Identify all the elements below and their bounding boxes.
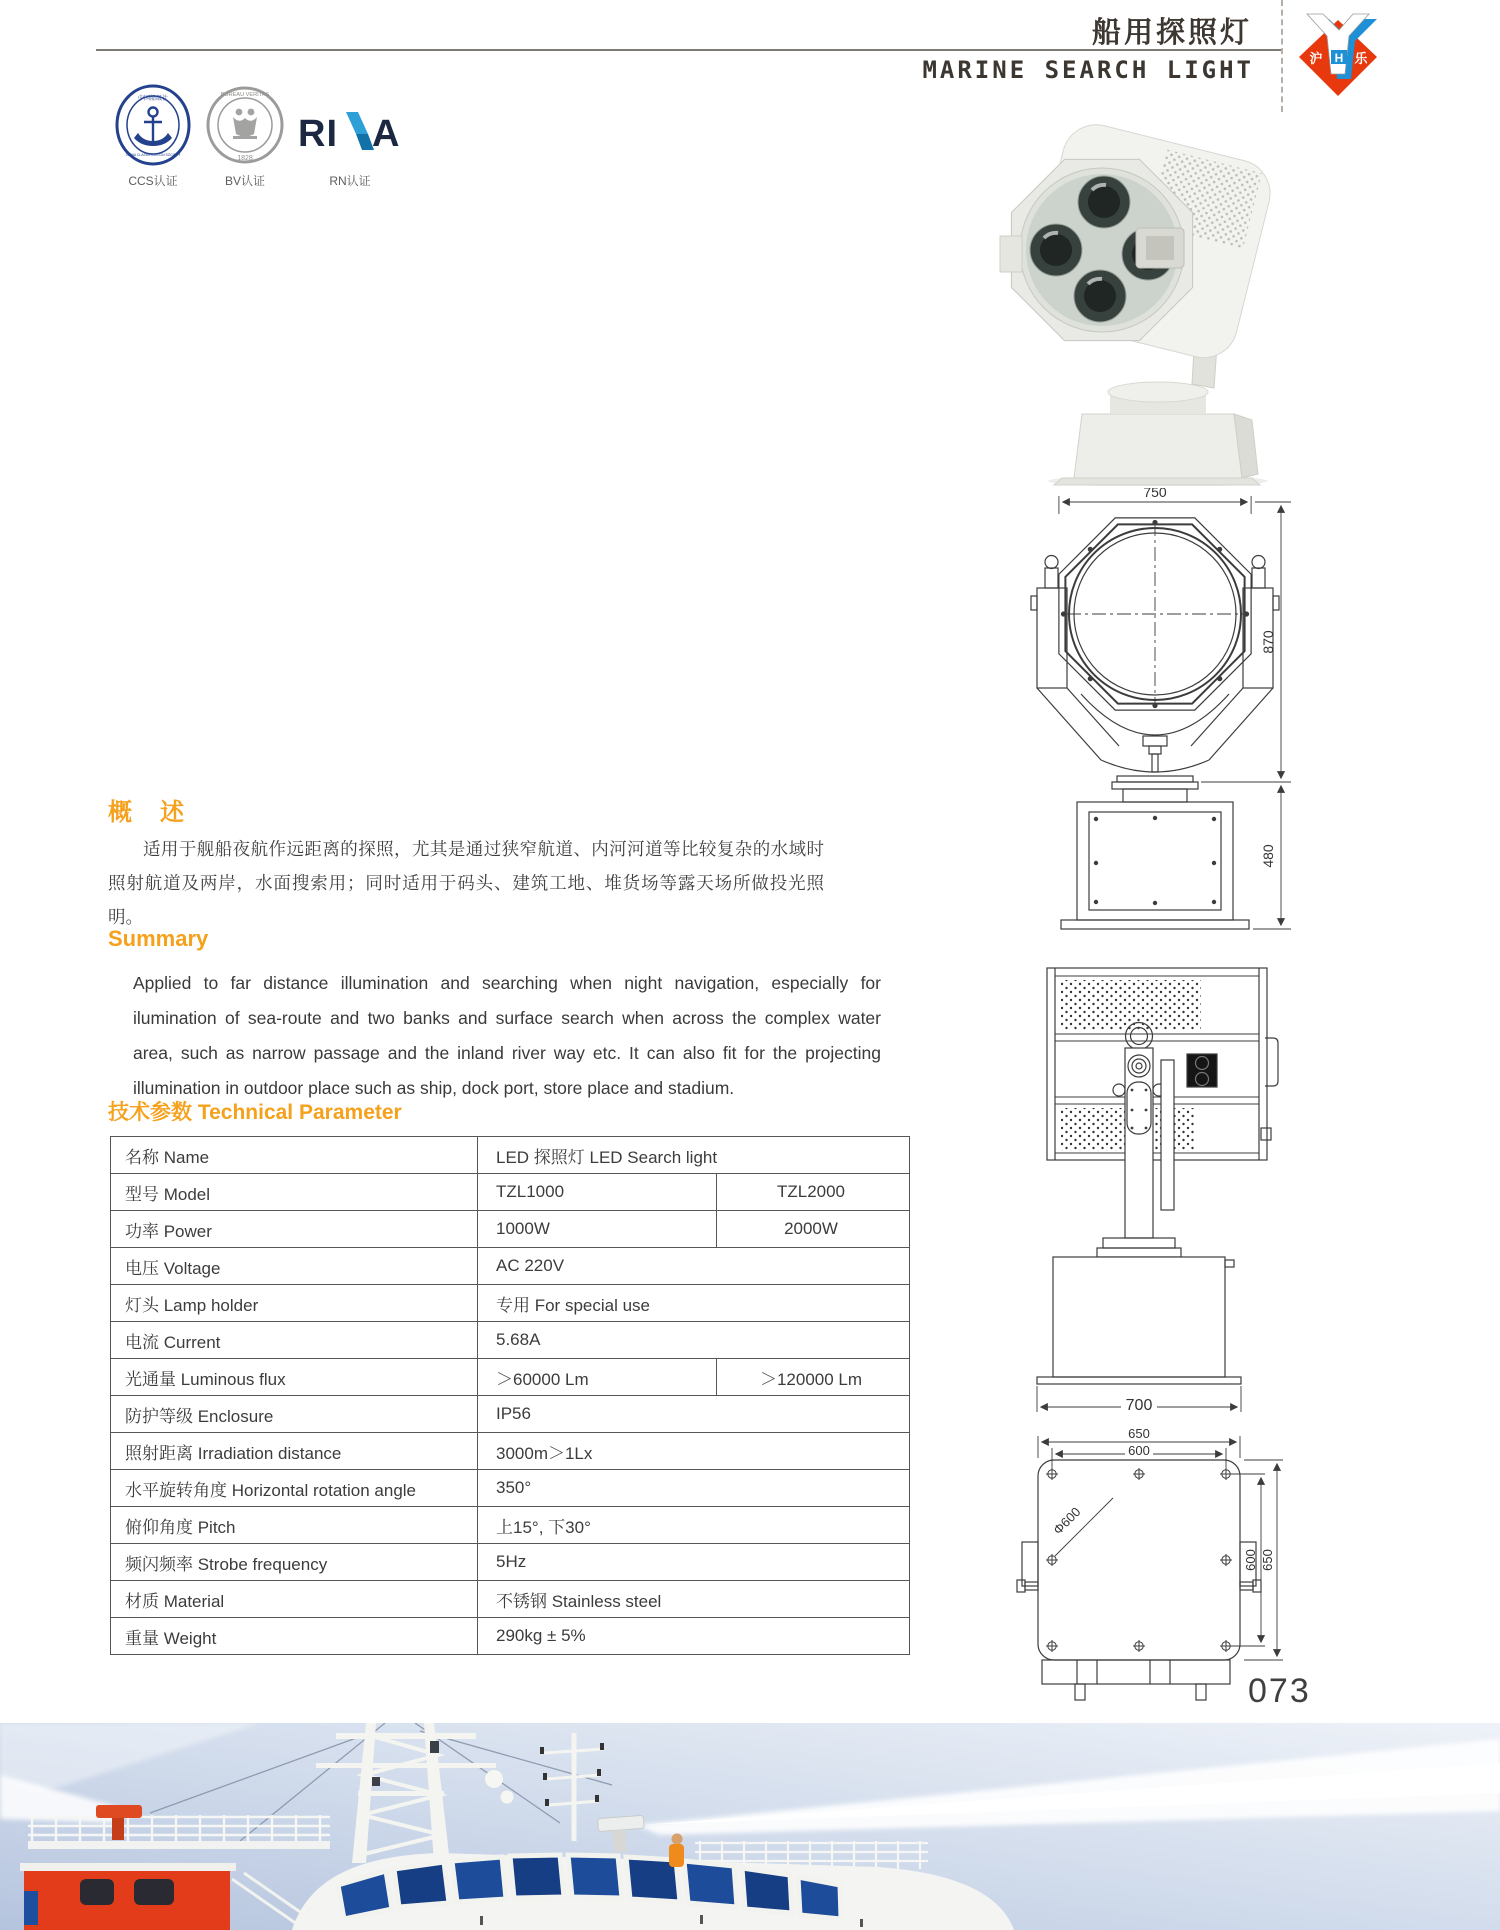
- dimension-label-650-top: 650: [1128, 1428, 1150, 1441]
- parameter-value: 上15°, 下30°: [478, 1507, 910, 1544]
- dimension-label-700: 700: [1125, 1397, 1153, 1414]
- rina-n-upper: [346, 112, 368, 134]
- parameter-row: [111, 1581, 910, 1618]
- parameter-label: 电压 Voltage: [111, 1248, 478, 1285]
- parameter-value: TZL1000: [478, 1174, 717, 1211]
- parameter-label: 灯头 Lamp holder: [111, 1285, 478, 1322]
- parameter-value: 350°: [478, 1470, 910, 1507]
- dimension-label-650-side: 650: [1260, 1549, 1275, 1571]
- parameter-label: 电流 Current: [111, 1322, 478, 1359]
- parameter-label: 材质 Material: [111, 1581, 478, 1618]
- parameter-row: [111, 1285, 910, 1322]
- parameter-row: [111, 1507, 910, 1544]
- parameter-value: 2000W: [717, 1211, 910, 1248]
- parameter-value: ＞60000 Lm: [478, 1359, 717, 1396]
- bv-year: 1828: [237, 155, 253, 162]
- ship-photo: [0, 1723, 1500, 1930]
- product-photo: [990, 88, 1305, 486]
- logo-left-char: 沪: [1309, 51, 1323, 66]
- bv-ring-top: BUREAU VERITAS: [220, 92, 270, 98]
- parameter-row: [111, 1618, 910, 1655]
- parameter-row: [111, 1433, 910, 1470]
- rina-a: A: [372, 113, 400, 155]
- overview-heading: 概 述: [108, 799, 186, 826]
- parameter-row: [111, 1211, 910, 1248]
- parameter-row: [111, 1359, 910, 1396]
- parameter-row: [111, 1544, 910, 1581]
- parameter-value: 1000W: [478, 1211, 717, 1248]
- bv-cert-label: BV认证: [224, 174, 266, 188]
- dimension-label-750: 750: [1143, 488, 1167, 500]
- parameter-value: 5Hz: [478, 1544, 910, 1581]
- parameter-value: IP56: [478, 1396, 910, 1433]
- rear-view-drawing: [1015, 942, 1320, 1425]
- parameter-row: [111, 1322, 910, 1359]
- dimension-label-480: 480: [1260, 844, 1276, 868]
- parameter-value: 专用 For special use: [478, 1285, 910, 1322]
- parameter-value: AC 220V: [478, 1248, 910, 1285]
- red-deckhouse: [20, 1863, 236, 1930]
- ccs-ring-bottom: CHINA CLASSIFICATION SOCIETY: [125, 153, 181, 157]
- ccs-cert-label: CCS认证: [128, 174, 178, 188]
- parameter-label: 防护等级 Enclosure: [111, 1396, 478, 1433]
- brand-logo-icon: [1293, 6, 1383, 98]
- parameter-value: TZL2000: [717, 1174, 910, 1211]
- parameter-value: 3000m＞1Lx: [478, 1433, 910, 1470]
- ccs-ring-top: 中国船级社: [137, 96, 169, 102]
- parameter-value: 不锈钢 Stainless steel: [478, 1581, 910, 1618]
- dimension-label-600-top: 600: [1128, 1443, 1150, 1458]
- parameter-label: 重量 Weight: [111, 1618, 478, 1655]
- ccs-logo-icon: [114, 84, 192, 166]
- page-title-en: MARINE SEARCH LIGHT: [922, 56, 1254, 84]
- logo-right-char: 乐: [1354, 51, 1368, 66]
- rina-cert-label: RN认证: [329, 174, 371, 188]
- header-rule: [96, 49, 1281, 51]
- overview-body: 适用于舰船夜航作远距离的探照，尤其是通过狭窄航道、内河河道等比较复杂的水域时照射航道及两岸，水面搜索用；同时适用于码头、建筑工地、堆货场等露天场所做投光照明。: [108, 839, 824, 927]
- parameter-value: LED 探照灯 LED Search light: [478, 1137, 910, 1174]
- rina-logo-icon: [298, 106, 404, 156]
- tech-parameter-table: [110, 1136, 910, 1655]
- parameter-label: 名称 Name: [111, 1137, 478, 1174]
- dimension-label-d600: Φ600: [1050, 1504, 1084, 1538]
- parameter-row: [111, 1174, 910, 1211]
- parameter-label: 频闪频率 Strobe frequency: [111, 1544, 478, 1581]
- parameter-label: 型号 Model: [111, 1174, 478, 1211]
- parameter-row: [111, 1470, 910, 1507]
- front-view-drawing: [1015, 488, 1320, 938]
- parameter-label: 照射距离 Irradiation distance: [111, 1433, 478, 1470]
- dimension-label-870: 870: [1260, 630, 1276, 654]
- summary-heading: Summary: [108, 926, 209, 951]
- parameter-value: 5.68A: [478, 1322, 910, 1359]
- parameter-label: 光通量 Luminous flux: [111, 1359, 478, 1396]
- parameter-value: ＞120000 Lm: [717, 1359, 910, 1396]
- logo-center-char: H: [1334, 51, 1344, 65]
- parameter-label: 俯仰角度 Pitch: [111, 1507, 478, 1544]
- dimension-label-600-side: 600: [1243, 1549, 1258, 1571]
- page-title-cn: 船用探照灯: [1091, 17, 1252, 49]
- page-number: 073: [1248, 1672, 1311, 1710]
- tech-parameter-heading: 技术参数 Technical Parameter: [108, 1101, 402, 1124]
- rina-ri: RI: [298, 113, 338, 155]
- parameter-row: [111, 1396, 910, 1433]
- parameter-value: 290kg ± 5%: [478, 1618, 910, 1655]
- parameter-label: 水平旋转角度 Horizontal rotation angle: [111, 1470, 478, 1507]
- parameter-row: [111, 1248, 910, 1285]
- summary-body: Applied to far distance illumination and searching when night navigation, especially for ilumination of sea-route and two banks and surface search when across the complex water area, such as narrow passage and the inland river way etc. It can also fit for the projecting illumination in outdoor place such as ship, dock port, store place and stadium.: [133, 973, 881, 1098]
- bolt-marks: [1046, 1468, 1232, 1652]
- parameter-label: 功率 Power: [111, 1211, 478, 1248]
- parameter-row: [111, 1137, 910, 1174]
- bv-logo-icon: [206, 84, 284, 166]
